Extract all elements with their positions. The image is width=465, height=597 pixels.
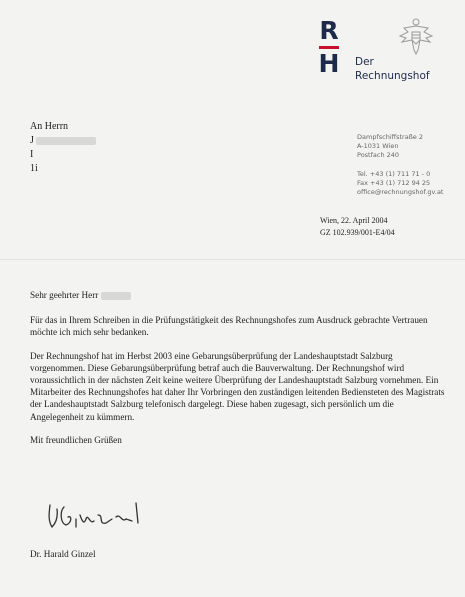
- logo-letter-h: H: [318, 49, 340, 78]
- letter-date: Wien, 22. April 2004: [320, 216, 388, 225]
- recipient-line-4: 1i: [30, 163, 38, 174]
- paragraph-1: Für das in Ihrem Schreiben in die Prüfungstätigkeit des Rechnungshofes zum Ausdruck gebrachte Vertrauen möchte ich mich sehr bedanken.: [30, 315, 428, 338]
- recipient-address: [30, 120, 96, 176]
- paragraph-2: Der Rechnungshof hat im Herbst 2003 eine Gebarungsüberprüfung der Landeshauptstadt Salzburg vorgenommen. Diese Gebarungsüberprüfung betraf auch die Bauverwaltung. Der Rechnungshof wird voraussichtlich in der nächsten Zeit keine weitere Überprüfung der Landeshauptstadt Salzburg vornehmen. Ein Mitarbeiter des Rechnungshofes hat daher Ihr Vorbringen den zuständigen leitenden Bediensteten des Magistrats der Landeshauptstadt Salzburg telefonisch dargelegt. Diese haben zugesagt, sich persönlich um die Angelegenheit zu kümmern.: [30, 350, 445, 422]
- redacted-name: [36, 137, 96, 145]
- rechnungshof-logo: [318, 18, 340, 80]
- logo-letter-r: R: [319, 16, 339, 45]
- contact-tel: Tel. +43 (1) 711 71 - 0: [357, 170, 431, 178]
- recipient-line-3: I: [30, 149, 34, 160]
- salutation: Sehr geehrter Herr: [30, 290, 99, 300]
- org-line-2: Rechnungshof: [355, 70, 430, 82]
- recipient-line-2: [30, 134, 96, 148]
- date-reference-block: [320, 215, 395, 239]
- letter-body: [30, 289, 445, 457]
- eagle-emblem-icon: [396, 14, 436, 56]
- closing: Mit freundlichen Grüßen: [30, 434, 122, 445]
- recipient-name-visible: J: [30, 135, 34, 146]
- org-line-1: Der: [355, 56, 374, 68]
- redacted-surname: [101, 292, 131, 300]
- fold-line: [0, 259, 465, 260]
- salutation-line: [30, 289, 445, 301]
- recipient-line-1: An Herrn: [30, 121, 69, 132]
- contact-street: Dampfschiffstraße 2: [357, 133, 423, 141]
- contact-block: [357, 133, 443, 197]
- reference-number: GZ 102.939/001-E4/04: [320, 228, 395, 237]
- organization-name: [355, 55, 430, 83]
- contact-fax: Fax +43 (1) 712 94 25: [357, 179, 431, 187]
- signer-name: Dr. Harald Ginzel: [30, 549, 96, 559]
- contact-email: office@rechnungshof.gv.at: [357, 188, 444, 196]
- handwritten-signature: [46, 497, 146, 533]
- contact-city: A-1031 Wien: [357, 142, 399, 150]
- contact-postbox: Postfach 240: [357, 151, 400, 159]
